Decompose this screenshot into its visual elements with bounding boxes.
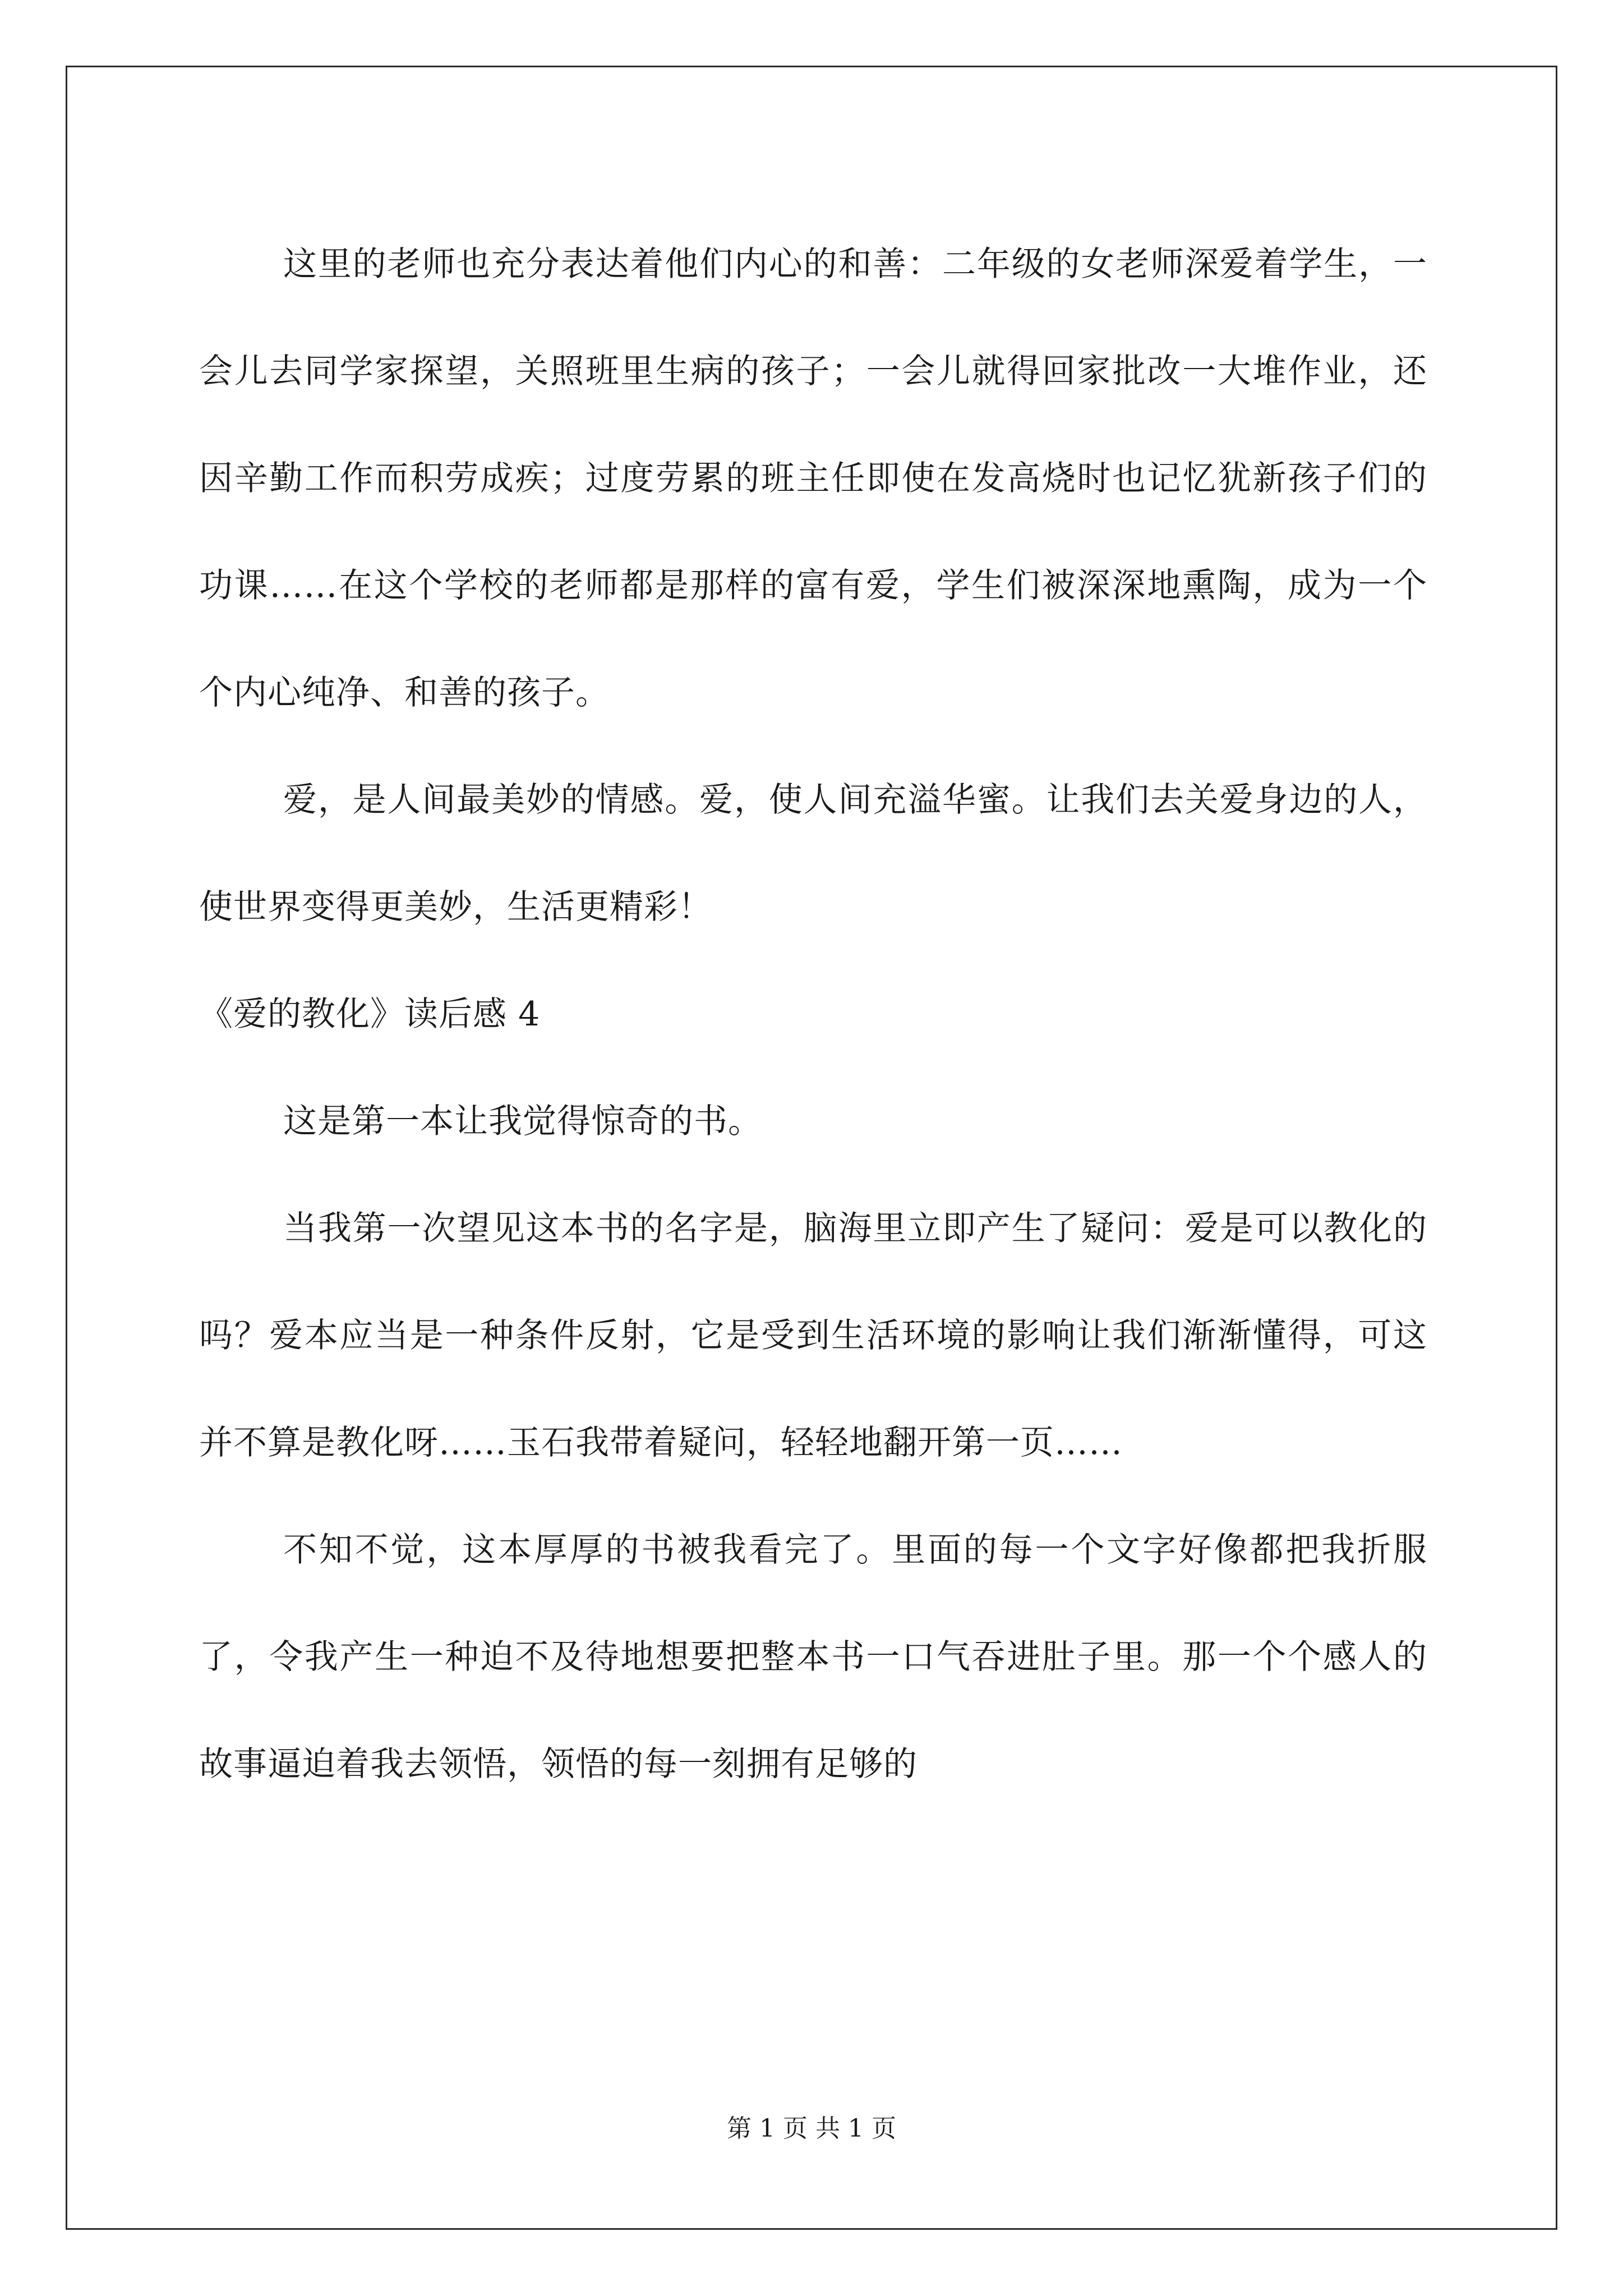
paragraph: 这是第一本让我觉得惊奇的书。	[283, 1102, 762, 1141]
paragraph: 这里的老师也充分表达着他们内心的和善：二年级的女老师深爱着学生，一会儿去同学家探望，关照班里生病的孩子；一会儿就得回家批改一大堆作业，还因辛勤工作而积劳成疾；过度劳累的班主任即使在发高烧时也记忆犹新孩子们的功课……在这个学校的老师都是那样的富有爱，学生们被深深地熏陶，成为一个个内心纯净、和善的孩子。	[199, 245, 1427, 712]
document-body	[199, 211, 1427, 1818]
paragraph: 爱，是人间最美妙的情感。爱，使人间充溢华蜜。让我们去关爱身边的人，使世界变得更美妙，生活更精彩！	[199, 780, 1427, 927]
paragraph: 不知不觉，这本厚厚的书被我看完了。里面的每一个文字好像都把我折服了，令我产生一种迫不及待地想要把整本书一口气吞进肚子里。那一个个感人的故事逼迫着我去领悟，领悟的每一刻拥有足够的	[199, 1530, 1427, 1784]
paragraph: 当我第一次望见这本书的名字是，脑海里立即产生了疑问：爱是可以教化的吗？爱本应当是一种条件反射，它是受到生活环境的影响让我们渐渐懂得，可这并不算是教化呀……玉石我带着疑问，轻轻地翻开第一页……	[199, 1209, 1427, 1462]
section-heading: 《爱的教化》读后感 4	[199, 995, 541, 1034]
page-footer: 第 1 页 共 1 页	[727, 2114, 896, 2143]
